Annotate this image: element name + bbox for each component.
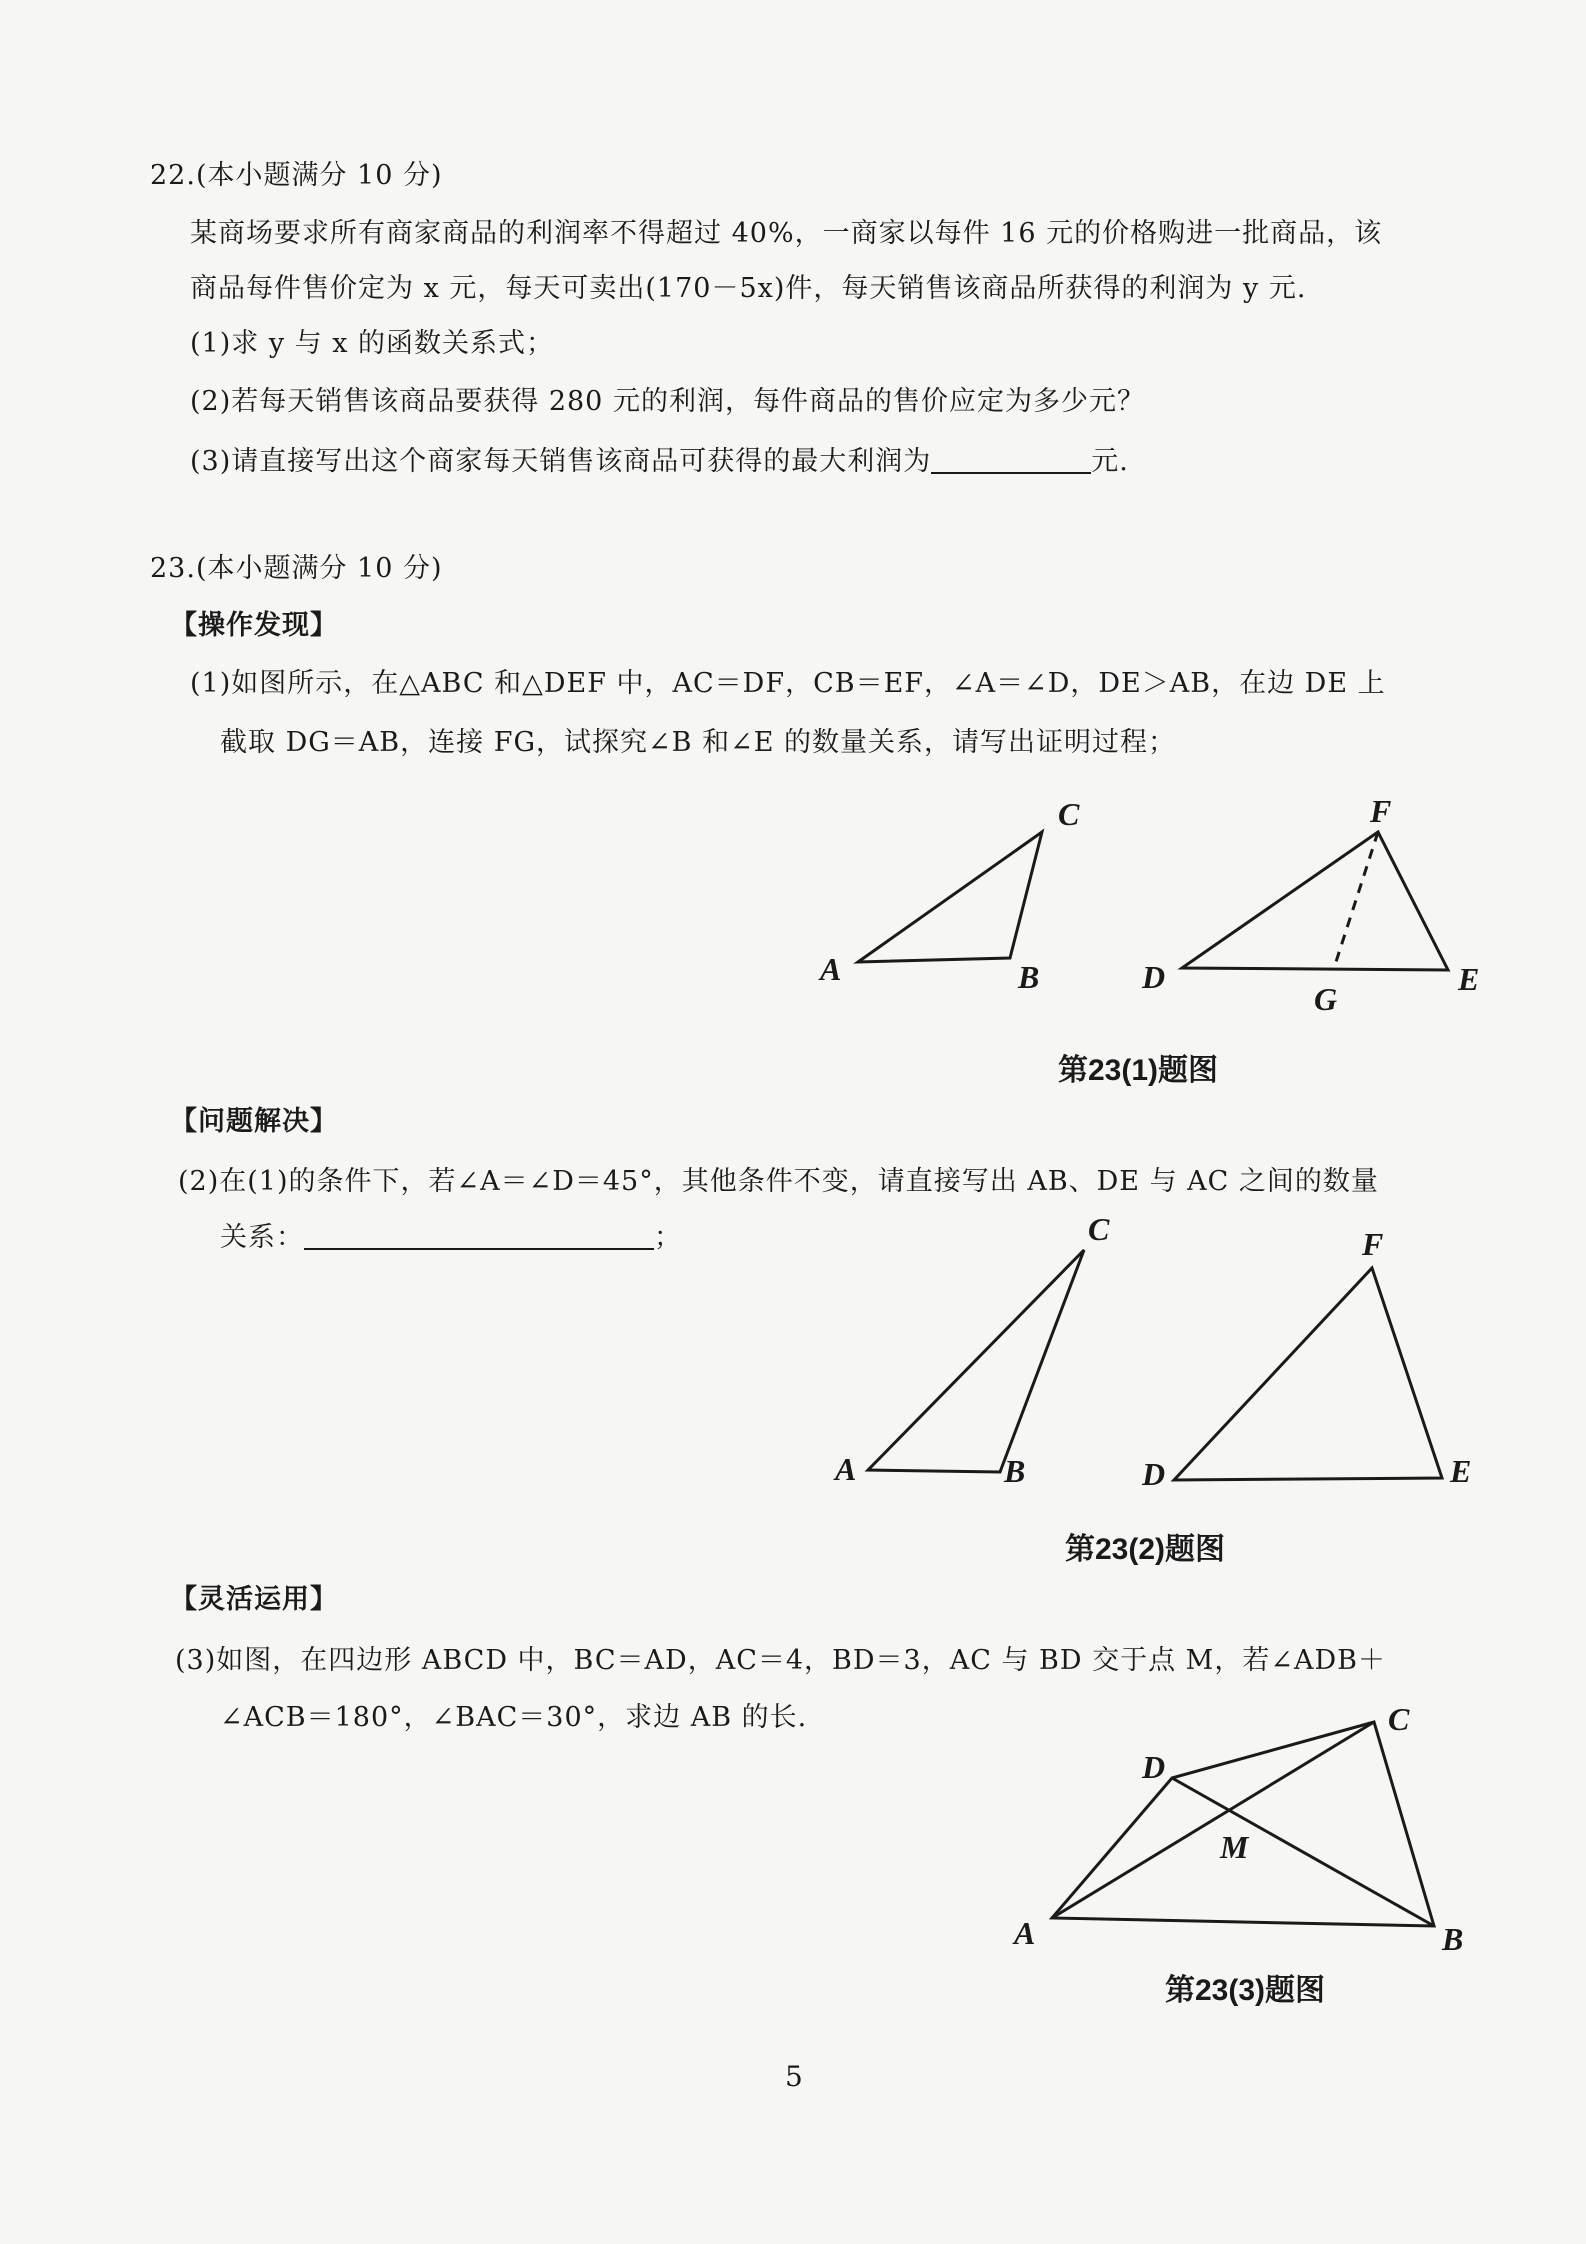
label-f-1: F bbox=[1370, 793, 1392, 829]
triangle-def-2 bbox=[1174, 1268, 1442, 1480]
label-b-2: B bbox=[1004, 1453, 1026, 1489]
diagonal-bd bbox=[1172, 1778, 1434, 1926]
label-m-3: M bbox=[1220, 1829, 1249, 1865]
q22-header: 22.(本小题满分 10 分) bbox=[150, 160, 443, 191]
q23-part1-line2: 截取 DG＝AB，连接 FG，试探究∠B 和∠E 的数量关系，请写出证明过程； bbox=[220, 727, 1176, 758]
triangle-abc-2 bbox=[868, 1250, 1084, 1472]
q23-header: 23.(本小题满分 10 分) bbox=[150, 553, 443, 584]
q23-part1-line1: (1)如图所示，在△ABC 和△DEF 中，AC＝DF，CB＝EF，∠A＝∠D，DE＞AB，在边 DE 上 bbox=[190, 668, 1386, 699]
q23-part3-line2: ∠ACB＝180°，∠BAC＝30°，求边 AB 的长. bbox=[220, 1702, 808, 1733]
label-e-2: E bbox=[1450, 1453, 1472, 1489]
q22-part2: (2)若每天销售该商品要获得 280 元的利润，每件商品的售价应定为多少元？ bbox=[190, 386, 1145, 417]
label-a-1: A bbox=[820, 951, 842, 987]
q22-line1: 某商场要求所有商家商品的利润率不得超过 40%，一商家以每件 16 元的价格购进一批商品，该 bbox=[190, 218, 1383, 249]
label-b-1: B bbox=[1018, 959, 1040, 995]
fig1-caption: 第23(1)题图 bbox=[1058, 1054, 1219, 1087]
label-b-3: B bbox=[1442, 1921, 1464, 1957]
page-number: 5 bbox=[785, 2060, 803, 2093]
q23-part2-answer-blank[interactable] bbox=[304, 1222, 654, 1250]
fig2-caption: 第23(2)题图 bbox=[1065, 1533, 1226, 1566]
q22-answer-blank[interactable] bbox=[931, 446, 1091, 474]
triangle-abc-1 bbox=[858, 832, 1042, 962]
q23-part3-line1: (3)如图，在四边形 ABCD 中，BC＝AD，AC＝4，BD＝3，AC 与 BD 交于点 M，若∠ADB＋ bbox=[175, 1645, 1386, 1676]
segment-fg-dashed bbox=[1334, 832, 1378, 968]
fig3-caption: 第23(3)题图 bbox=[1165, 1974, 1326, 2007]
diagonal-ac bbox=[1052, 1722, 1374, 1918]
label-c-3: C bbox=[1388, 1701, 1410, 1737]
label-a-3: A bbox=[1014, 1915, 1036, 1951]
label-e-1: E bbox=[1458, 961, 1480, 997]
triangle-def-1 bbox=[1182, 832, 1448, 970]
q23-part2-line1: (2)在(1)的条件下，若∠A＝∠D＝45°，其他条件不变，请直接写出 AB、DE 与 AC 之间的数量 bbox=[178, 1166, 1379, 1197]
q22-line2: 商品每件售价定为 x 元，每天可卖出(170－5x)件，每天销售该商品所获得的利润为 y 元. bbox=[190, 273, 1307, 304]
section-problem-solving: 【问题解决】 bbox=[170, 1106, 338, 1137]
label-c-1: C bbox=[1058, 796, 1080, 832]
q23-part2-relation-label: 关系： bbox=[220, 1222, 304, 1253]
q22-part1: (1)求 y 与 x 的函数关系式； bbox=[190, 328, 555, 359]
q23-part2-semicolon: ； bbox=[654, 1222, 682, 1253]
section-flexible-application: 【灵活运用】 bbox=[170, 1584, 338, 1615]
label-f-2: F bbox=[1362, 1226, 1384, 1262]
q22-part3-unit: 元. bbox=[1091, 446, 1129, 477]
label-d-2: D bbox=[1142, 1456, 1166, 1492]
label-d-3: D bbox=[1142, 1749, 1166, 1785]
label-d-1: D bbox=[1142, 959, 1166, 995]
section-operation-discovery: 【操作发现】 bbox=[170, 610, 338, 641]
q22-part3 bbox=[190, 446, 1129, 478]
label-a-2: A bbox=[835, 1451, 857, 1487]
q23-part2-line2 bbox=[220, 1222, 682, 1254]
quadrilateral-abcd bbox=[1052, 1722, 1434, 1926]
q22-part3-text: (3)请直接写出这个商家每天销售该商品可获得的最大利润为 bbox=[190, 446, 932, 477]
label-c-2: C bbox=[1088, 1211, 1110, 1247]
label-g-1: G bbox=[1314, 981, 1338, 1017]
